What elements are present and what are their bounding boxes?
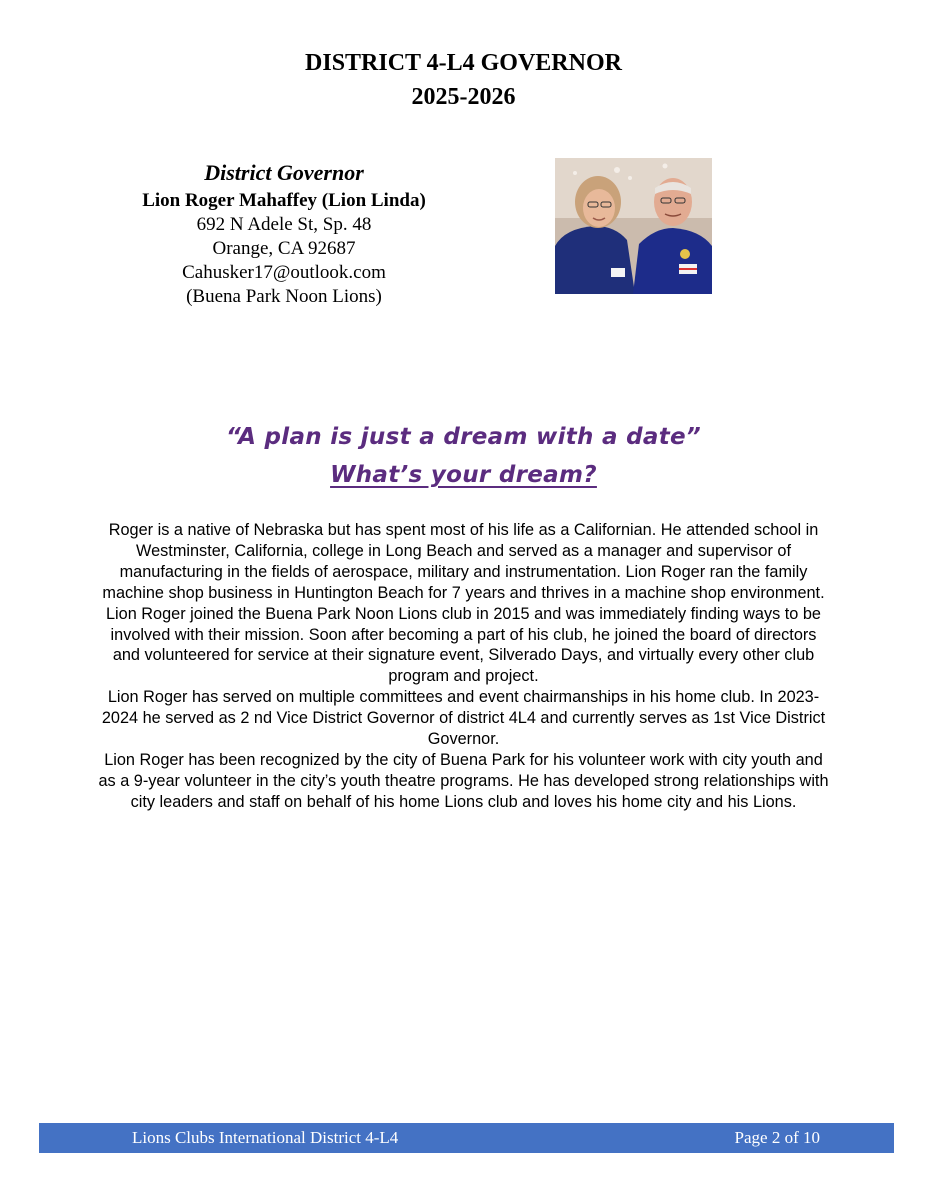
email-address[interactable]: Cahusker17@outlook.com — [182, 262, 386, 283]
bio-paragraph: Lion Roger has been recognized by the city of Buena Park for his volunteer work with city youth and as a 9-year volunteer in the city’s youth theatre programs. He has developed strong relationships with city leaders and staff on behalf of his home Lions club and loves his home city and his Lions. — [98, 750, 829, 811]
governor-role: District Governor — [204, 160, 364, 185]
bio-paragraph: Lion Roger joined the Buena Park Noon Lions club in 2015 and was immediately finding ways to be involved with their mission. Soon after becoming a part of his club, he joined the board of directors and volunteered for service at their signature event, Silverado Days, and virtually every other club program and project. — [105, 604, 821, 686]
footer-bar — [39, 1123, 894, 1153]
biography — [95, 520, 832, 813]
governor-contact-block — [100, 158, 468, 309]
page-subtitle-year: 2025-2026 — [411, 84, 516, 110]
bio-paragraph: Lion Roger has served on multiple committees and event chairmanships in his home club. In 2023-2024 he served as 2 nd Vice District Governor of district 4L4 and currently serves as 1st Vice District Governor. — [101, 688, 826, 749]
bio-paragraph: Roger is a native of Nebraska but has spent most of his life as a Californian. He attended school in Westminster, California, college in Long Beach and served as a manager and supervisor of manufacturing in the fields of aerospace, military and instrumentation. Lion Roger ran the family machine shop business in Huntington Beach for 7 years and thrives in a machine shop environment. — [102, 521, 825, 602]
quote-line-1: “A plan is just a dream with a date” — [225, 424, 702, 450]
governor-photo — [555, 158, 712, 294]
footer-organization: Lions Clubs International District 4-L4 — [132, 1128, 399, 1147]
governor-photo-illustration — [555, 158, 712, 294]
club-name: (Buena Park Noon Lions) — [186, 286, 382, 307]
page-number: Page 2 of 10 — [734, 1128, 820, 1147]
governor-name: Lion Roger Mahaffey (Lion Linda) — [142, 190, 426, 211]
quote-line-2: What’s your dream? — [330, 462, 597, 488]
address-line-1: 692 N Adele St, Sp. 48 — [196, 214, 372, 235]
address-line-2: Orange, CA 92687 — [212, 238, 356, 259]
page-title: DISTRICT 4-L4 GOVERNOR — [305, 50, 622, 76]
